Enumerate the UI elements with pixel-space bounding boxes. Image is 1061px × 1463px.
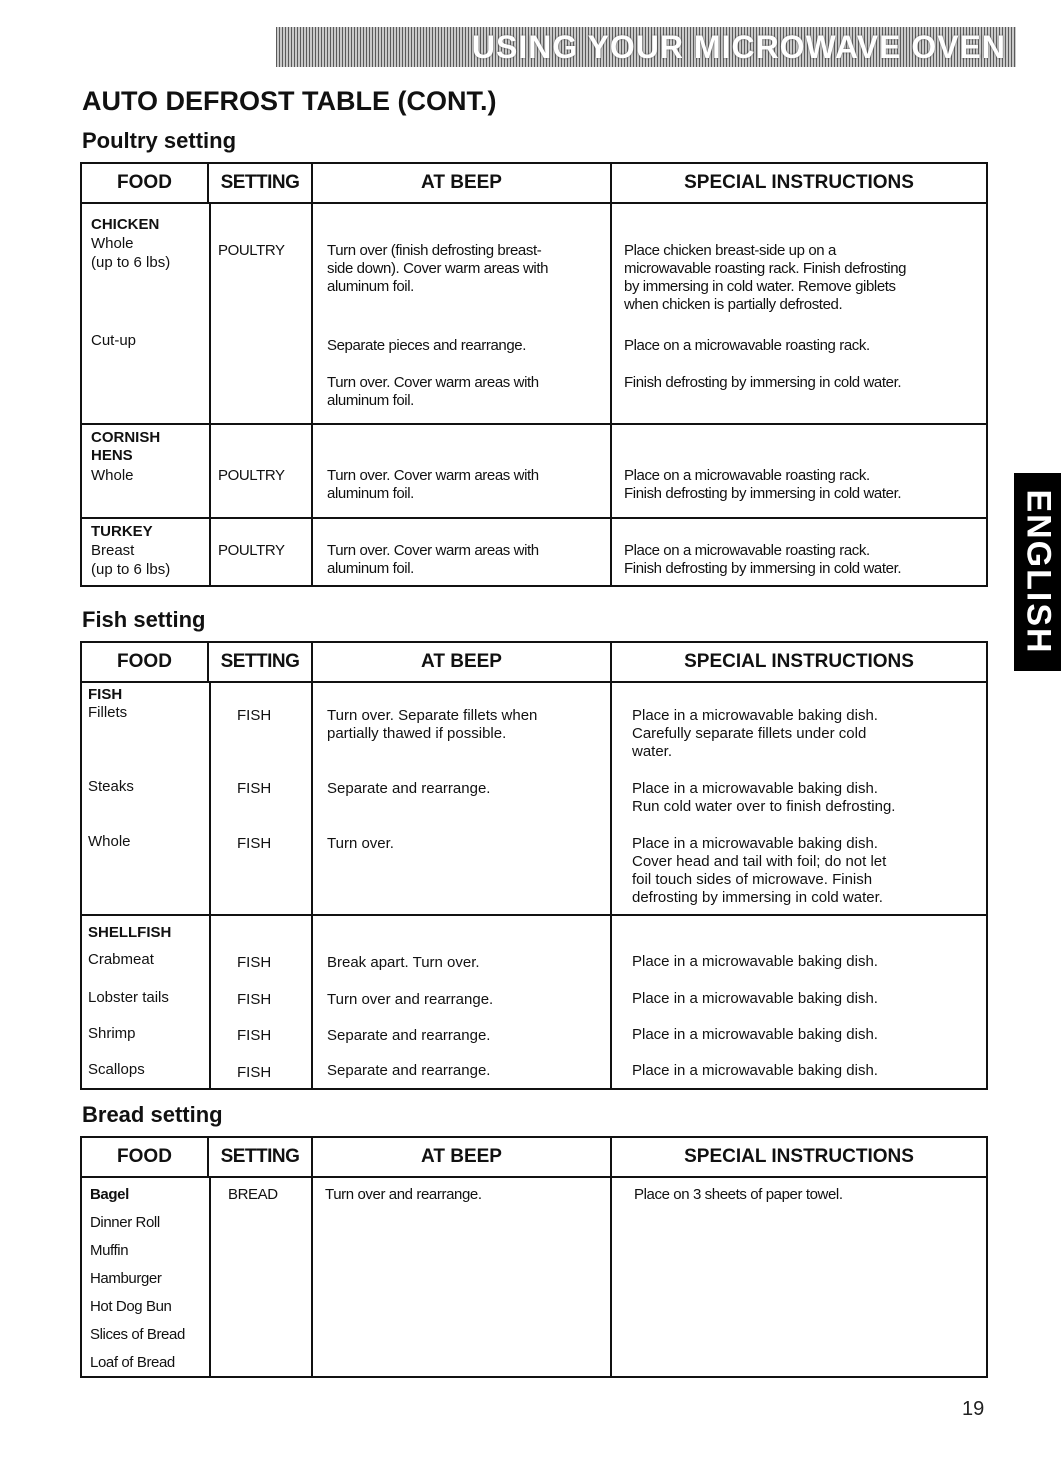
table-header (82, 1138, 986, 1178)
special-text: Place in a microwavable baking dish. (632, 953, 878, 970)
at-beep-text: Separate pieces and rearrange. (327, 337, 526, 354)
special-text: Place in a microwavable baking dish. (632, 780, 878, 797)
fish-heading: FISH (88, 686, 123, 703)
at-beep-text: aluminum foil. (327, 485, 414, 502)
food-name: Slices of Bread (90, 1326, 185, 1343)
food-name: Shrimp (88, 1025, 136, 1042)
col-at-beep: AT BEEP (313, 1138, 612, 1176)
special-text: Run cold water over to finish defrosting. (632, 798, 896, 815)
special-text: Place in a microwavable baking dish. (632, 1062, 878, 1079)
special-text: Cover head and tail with foil; do not let (632, 853, 887, 870)
at-beep-text: aluminum foil. (327, 560, 414, 577)
at-beep-text: Turn over. Separate fillets when (327, 707, 538, 724)
special-text: Place on a microwavable roasting rack. (624, 467, 870, 484)
at-beep-text: Separate and rearrange. (327, 780, 491, 797)
food-name: Whole (88, 833, 131, 850)
special-text: by immersing in cold water. Remove giblets (624, 278, 896, 295)
food-name: Whole (91, 467, 134, 484)
col-setting: SETTING (209, 643, 313, 681)
special-text: Finish defrosting by immersing in cold water. (624, 485, 902, 502)
at-beep-text: Turn over (finish defrosting breast- (327, 242, 542, 259)
table-header (82, 643, 986, 683)
section-banner (276, 27, 1016, 67)
special-text: Carefully separate fillets under cold (632, 725, 867, 742)
special-text: Place on a microwavable roasting rack. (624, 542, 870, 559)
food-name: Crabmeat (88, 951, 154, 968)
food-name: Hot Dog Bun (90, 1298, 172, 1315)
at-beep-text: aluminum foil. (327, 392, 414, 409)
col-setting: SETTING (209, 1138, 313, 1176)
turkey-heading: TURKEY (91, 523, 153, 540)
shellfish-heading: SHELLFISH (88, 924, 172, 941)
setting-value: FISH (237, 780, 272, 797)
food-name: Lobster tails (88, 989, 169, 1006)
setting-value: FISH (237, 707, 272, 724)
special-text: water. (632, 743, 673, 760)
at-beep-text: Turn over. Cover warm areas with (327, 467, 539, 484)
setting-value: FISH (237, 991, 272, 1008)
banner-text: USING YOUR MICROWAVE OVEN (471, 29, 1006, 65)
cornish-heading: CORNISH (91, 429, 161, 446)
page-title: AUTO DEFROST TABLE (CONT.) (82, 86, 497, 116)
special-text: microwavable roasting rack. Finish defrosting (624, 260, 907, 277)
at-beep-text: Turn over and rearrange. (327, 991, 494, 1008)
setting-value: POULTRY (218, 242, 285, 259)
col-special: SPECIAL INSTRUCTIONS (684, 172, 914, 193)
setting-value: POULTRY (218, 467, 285, 484)
at-beep-text: Separate and rearrange. (327, 1027, 491, 1044)
col-food: FOOD (82, 1138, 209, 1176)
special-text: defrosting by immersing in cold water. (632, 889, 883, 906)
food-name: Scallops (88, 1061, 145, 1078)
poultry-section-title: Poultry setting (82, 128, 237, 153)
bread-group (82, 1178, 986, 1376)
poultry-table (80, 162, 988, 587)
cornish-heading: HENS (91, 447, 133, 464)
at-beep-text: Turn over. (327, 835, 394, 852)
setting-value: POULTRY (218, 542, 285, 559)
food-qty: (up to 6 lbs) (91, 561, 171, 578)
table-header (82, 164, 986, 204)
food-name: Hamburger (90, 1270, 162, 1287)
col-at-beep: AT BEEP (313, 643, 612, 681)
col-setting: SETTING (209, 164, 313, 202)
special-text: foil touch sides of microwave. Finish (632, 871, 873, 888)
special-text: Place on a microwavable roasting rack. (624, 337, 870, 354)
language-tab-label: ENGLISH (1019, 489, 1057, 655)
page-number: 19 (962, 1398, 985, 1420)
fish-section-title: Fish setting (82, 607, 206, 632)
setting-value: FISH (237, 954, 272, 971)
shellfish-group (82, 916, 986, 1088)
special-text: Place on 3 sheets of paper towel. (634, 1186, 843, 1203)
setting-value: FISH (237, 1064, 272, 1081)
food-qty: (up to 6 lbs) (91, 254, 171, 271)
special-text: Place in a microwavable baking dish. (632, 835, 878, 852)
food-name: Cut-up (91, 332, 137, 349)
at-beep-text: Turn over. Cover warm areas with (327, 374, 539, 391)
col-food: FOOD (82, 164, 209, 202)
at-beep-text: aluminum foil. (327, 278, 414, 295)
cornish-group (82, 425, 986, 519)
food-name: Fillets (88, 704, 128, 721)
food-name: Muffin (90, 1242, 129, 1259)
special-text: Finish defrosting by immersing in cold water. (624, 374, 902, 391)
at-beep-text: Separate and rearrange. (327, 1062, 491, 1079)
fish-table (80, 641, 988, 1090)
bread-table (80, 1136, 988, 1378)
special-text: Place in a microwavable baking dish. (632, 1026, 878, 1043)
food-name: Steaks (88, 778, 134, 795)
setting-value: BREAD (228, 1186, 278, 1203)
col-special: SPECIAL INSTRUCTIONS (684, 651, 914, 672)
setting-value: FISH (237, 835, 272, 852)
bread-section-title: Bread setting (82, 1102, 223, 1127)
language-tab (1014, 473, 1061, 671)
special-text: Place in a microwavable baking dish. (632, 990, 878, 1007)
food-name: Breast (91, 542, 135, 559)
at-beep-text: Turn over and rearrange. (325, 1186, 482, 1203)
food-name: Whole (91, 235, 134, 252)
food-name: Bagel (90, 1186, 129, 1203)
at-beep-text: Break apart. Turn over. (327, 954, 480, 971)
chicken-group (82, 204, 986, 425)
special-text: Place chicken breast-side up on a (624, 242, 836, 259)
special-text: when chicken is partially defrosted. (624, 296, 843, 313)
fish-group (82, 683, 986, 916)
special-text: Place in a microwavable baking dish. (632, 707, 878, 724)
col-food: FOOD (82, 643, 209, 681)
col-at-beep: AT BEEP (313, 164, 612, 202)
at-beep-text: partially thawed if possible. (327, 725, 507, 742)
food-name: Dinner Roll (90, 1214, 160, 1231)
at-beep-text: side down). Cover warm areas with (327, 260, 549, 277)
turkey-group (82, 519, 986, 585)
chicken-heading: CHICKEN (91, 216, 160, 233)
setting-value: FISH (237, 1027, 272, 1044)
special-text: Finish defrosting by immersing in cold water. (624, 560, 902, 577)
at-beep-text: Turn over. Cover warm areas with (327, 542, 539, 559)
col-special: SPECIAL INSTRUCTIONS (684, 1146, 914, 1167)
food-name: Loaf of Bread (90, 1354, 175, 1371)
